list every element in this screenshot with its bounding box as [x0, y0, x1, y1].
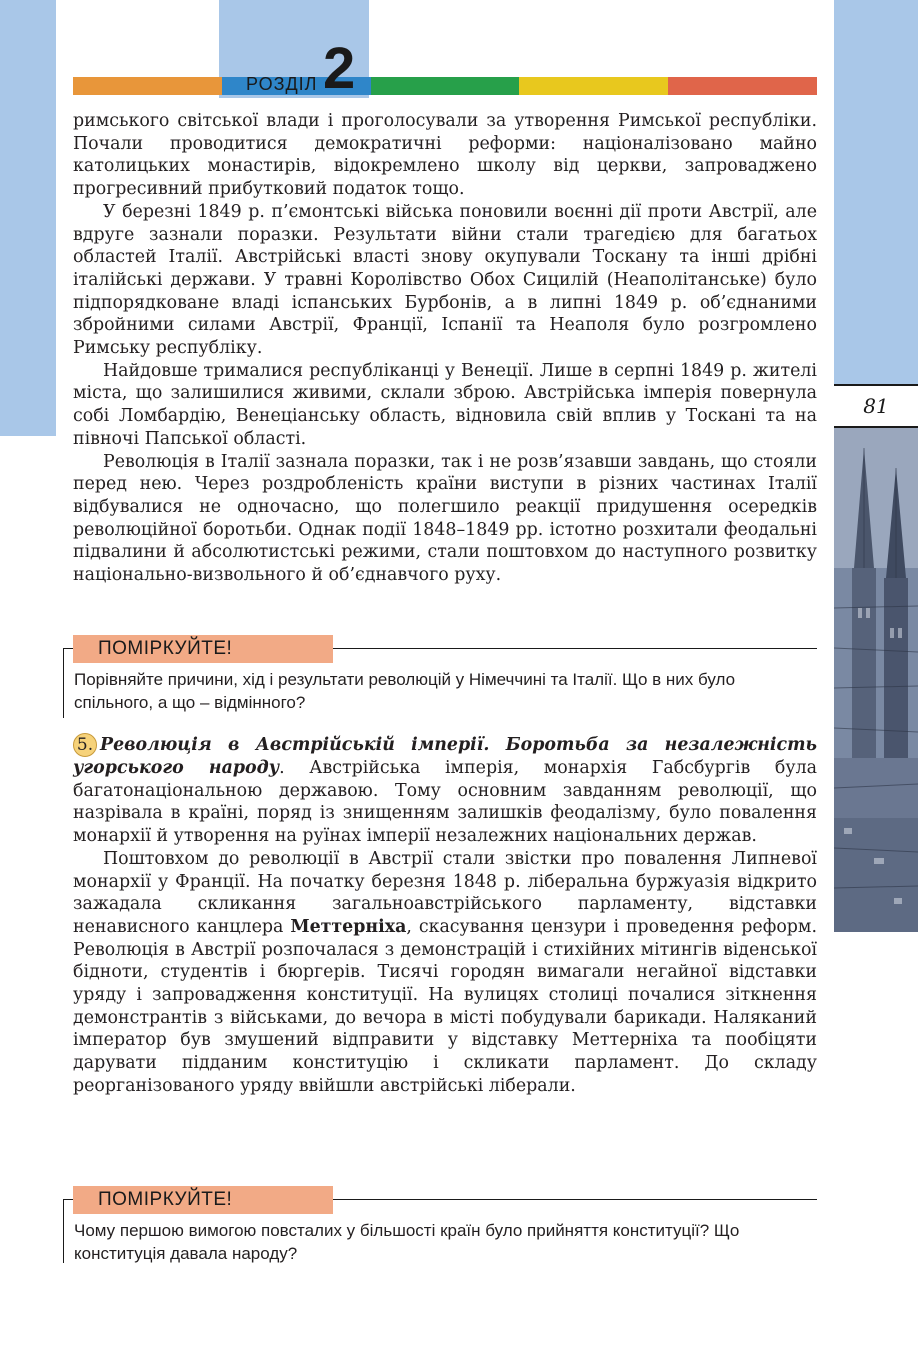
think-vertical-line — [63, 648, 64, 718]
left-color-strip — [0, 0, 56, 436]
engraving-illustration — [834, 428, 918, 932]
think-label: ПОМІРКУЙТЕ! — [73, 1186, 333, 1214]
section-number: 2 — [323, 36, 356, 101]
page-number: 81 — [863, 394, 889, 418]
think-rule — [333, 648, 817, 649]
section-heading: Революція в Австрійській імперії. Боротьба за незалежність угорського народу — [73, 735, 817, 778]
think-header — [63, 1186, 817, 1216]
paragraph: Революція в Італії зазнала поразки, так і не розв’язавши завдань, що стояли перед нею. Через роздробленість країни виступи в різних частинах Італії відбувалися не одночасно, що полегшило реакції придушення осередків революційної боротьби. Однак події 1848–1849 рр. істотно розхитали феодальні підвалини й абсолютистські режими, стали поштовхом до наступного розвитку національно-визвольного й об’єднавчого руху. — [73, 451, 817, 586]
think-box-1 — [63, 635, 817, 714]
think-corner-line — [63, 1199, 73, 1200]
engraving-tower-image — [834, 428, 918, 932]
right-color-strip — [834, 0, 918, 386]
section-intro-text: . Австрійська імперія, монархія Габсбургів була багатонаціональною державою. Тому основним завданням революції, що назрівала в країні, поряд із знищенням залишків феодалізму, було повалення монархії й утворення на руїнах імперії незалежних національних держав. — [73, 758, 817, 847]
section-number-badge: 5. — [73, 733, 97, 757]
think-header — [63, 635, 817, 665]
paragraph-part: Поштовхом до революції в Австрії стали звістки про повалення Липневої монархії у Франції. На початку березня 1848 р. ліберальна буржуазія відкрито зажадала скликання загальноавстрійського парламенту, відставки ненависного канцлера — [73, 848, 817, 937]
paragraph: У березні 1849 р. п’ємонтські війська поновили воєнні дії проти Австрії, але вдруге зазнали поразки. Результати війни стали трагедією для багатьох областей Італії. Австрійські власті знову окупували Тоскану та інші дрібні італійські держави. У травні Королівство Обох Сицилій (Неаполітанське) було підпорядковане владі іспанських Бурбонів, а в липні 1849 р. об’єднаними збройними силами Австрії, Франції, Іспанії та Неаполя було розгромлено Римську республіку. — [73, 201, 817, 359]
body-text-top — [73, 110, 817, 587]
paragraph-part: , скасування цензури і проведення реформ. Революція в Австрії розпочалася з демонстрацій і стихійних мітингів віденської бідноти, студентів і бюргерів. Тисячі городян вимагали негайної відставки уряду і запровадження конституції. На вулицях столиці почалися зіткнення демонстрантів з військами, до вечора в місті побудували барикади. Наляканий імператор був змушений відправити у відставку Меттерніха та пообіцяти дарувати підданим конституцію і скликати парламент. До складу реорганізованого уряду ввійшли австрійські ліберали. — [73, 916, 817, 1096]
think-question: Порівняйте причини, хід і результати революцій у Німеччині та Італії. Що в них було спільного, а що – відмінного? — [74, 670, 736, 712]
paragraph: Найдовше трималися республіканці у Венеції. Лише в серпні 1849 р. жителі міста, що залишилися живими, склали зброю. Австрійська імперія повернула собі Ломбардію, Венеціанську область, відновила свій вплив у Тоскані та на півночі Папської області. — [73, 360, 817, 449]
term-metternich: Меттерніха — [290, 916, 407, 937]
section-5 — [73, 733, 817, 1098]
page-number-box — [834, 384, 918, 428]
chapter-color-bar — [73, 77, 817, 95]
think-corner-line — [63, 648, 73, 649]
section-label: РОЗДІЛ — [246, 74, 318, 94]
paragraph — [73, 848, 817, 1098]
bar-segment-green — [371, 77, 520, 95]
bar-segment-yellow — [519, 77, 668, 95]
think-vertical-line — [63, 1199, 64, 1263]
think-label: ПОМІРКУЙТЕ! — [73, 635, 333, 663]
think-box-2 — [63, 1186, 817, 1265]
section-5-intro — [73, 733, 817, 848]
bar-segment-orange — [73, 77, 222, 95]
think-rule — [333, 1199, 817, 1200]
think-question: Чому першою вимогою повсталих у більшості країн було прийняття конституції? Що конституція давала народу? — [74, 1221, 740, 1263]
bar-segment-red — [668, 77, 817, 95]
paragraph: римського світської влади і проголосували за утворення Римської республіки. Почали проводитися демократичні реформи: націоналізовано майно католицьких монастирів, відокремлено школу від церкви, запроваджено прогресивний прибутковий податок тощо. — [73, 111, 817, 200]
